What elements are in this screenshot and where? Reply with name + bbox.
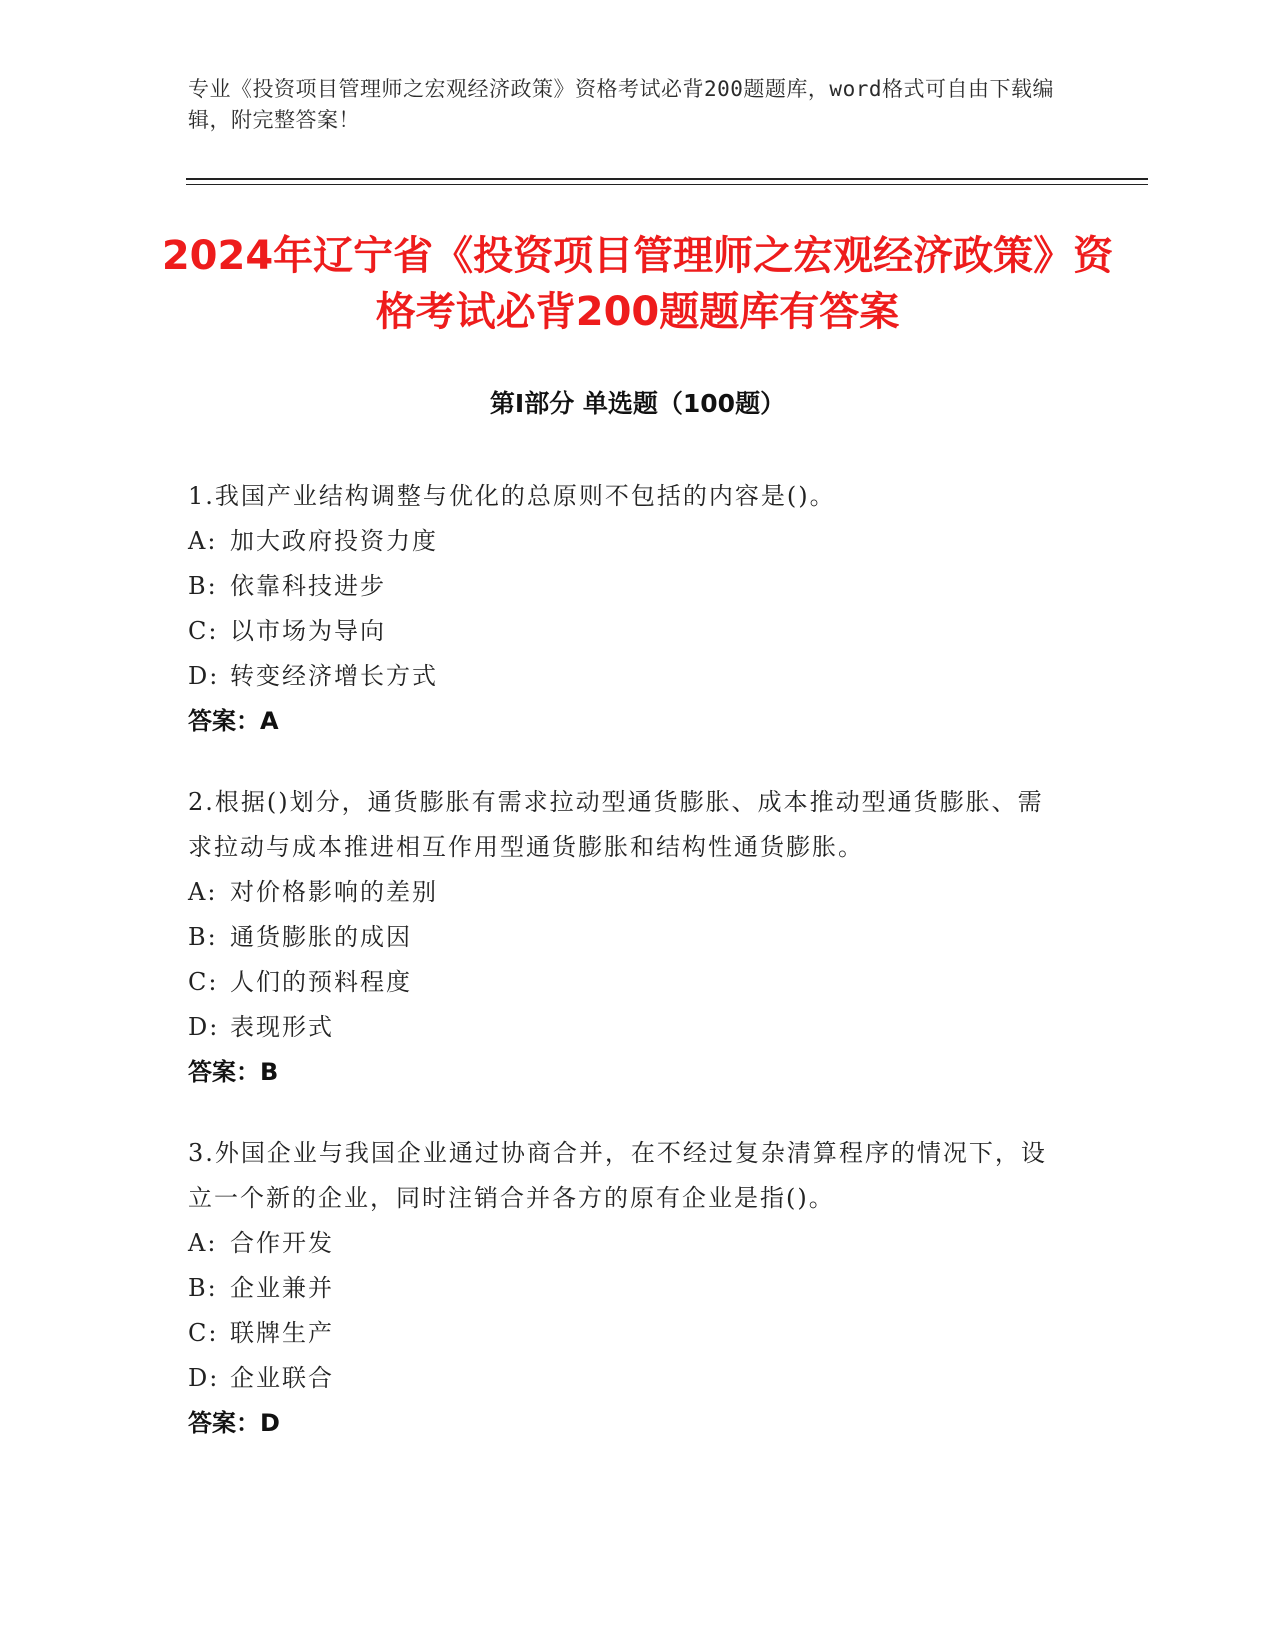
option-key: A: — [188, 878, 218, 906]
option-text: 对价格影响的差别 — [230, 878, 438, 906]
option-text: 转变经济增长方式 — [230, 662, 438, 690]
question-stem: 1.我国产业结构调整与优化的总原则不包括的内容是()。 — [188, 482, 836, 510]
option-key: B: — [188, 923, 218, 951]
question-1 — [188, 474, 1068, 744]
document-title: 2024年辽宁省《投资项目管理师之宏观经济政策》资格考试必背200题题库有答案 — [161, 233, 1114, 335]
answer-line — [188, 699, 1068, 744]
option-text: 表现形式 — [230, 1013, 334, 1041]
header-divider-top — [186, 178, 1148, 180]
option-a — [188, 519, 1068, 564]
option-a — [188, 1221, 1068, 1266]
answer-prefix: 答案： — [188, 1058, 260, 1086]
option-b — [188, 564, 1068, 609]
option-c — [188, 1311, 1068, 1356]
option-a — [188, 870, 1068, 915]
option-key: C: — [188, 617, 219, 645]
option-text: 依靠科技进步 — [230, 572, 386, 600]
option-d — [188, 654, 1068, 699]
question-2 — [188, 780, 1068, 1095]
option-key: C: — [188, 1319, 219, 1347]
question-stem: 3.外国企业与我国企业通过协商合并，在不经过复杂清算程序的情况下，设立一个新的企业，同时注销合并各方的原有企业是指()。 — [188, 1139, 1047, 1212]
option-key: A: — [188, 527, 218, 555]
option-c — [188, 609, 1068, 654]
question-stem: 2.根据()划分，通货膨胀有需求拉动型通货膨胀、成本推动型通货膨胀、需求拉动与成本推进相互作用型通货膨胀和结构性通货膨胀。 — [188, 788, 1044, 861]
option-text: 人们的预料程度 — [230, 968, 412, 996]
option-text: 以市场为导向 — [230, 617, 386, 645]
answer-line — [188, 1401, 1068, 1446]
option-text: 企业联合 — [230, 1364, 334, 1392]
answer-prefix: 答案： — [188, 707, 260, 735]
option-key: D: — [188, 1013, 220, 1041]
option-key: A: — [188, 1229, 218, 1257]
option-d — [188, 1005, 1068, 1050]
answer-value: A — [260, 707, 279, 735]
header-divider-bottom — [186, 184, 1148, 185]
option-b — [188, 915, 1068, 960]
question-3 — [188, 1131, 1068, 1446]
option-c — [188, 960, 1068, 1005]
answer-value: D — [260, 1409, 280, 1437]
answer-line — [188, 1050, 1068, 1095]
option-d — [188, 1356, 1068, 1401]
header-note: 专业《投资项目管理师之宏观经济政策》资格考试必背200题题库，word格式可自由下载编辑，附完整答案！ — [188, 77, 1054, 132]
option-b — [188, 1266, 1068, 1311]
answer-value: B — [260, 1058, 279, 1086]
section-title: 第I部分 单选题（100题） — [489, 389, 786, 418]
option-key: B: — [188, 1274, 218, 1302]
option-text: 加大政府投资力度 — [230, 527, 438, 555]
option-text: 通货膨胀的成因 — [230, 923, 412, 951]
option-text: 企业兼并 — [230, 1274, 334, 1302]
option-key: D: — [188, 662, 220, 690]
option-key: D: — [188, 1364, 220, 1392]
option-text: 联牌生产 — [230, 1319, 334, 1347]
answer-prefix: 答案： — [188, 1409, 260, 1437]
option-key: C: — [188, 968, 219, 996]
option-key: B: — [188, 572, 218, 600]
question-list — [188, 474, 1068, 1482]
option-text: 合作开发 — [230, 1229, 334, 1257]
